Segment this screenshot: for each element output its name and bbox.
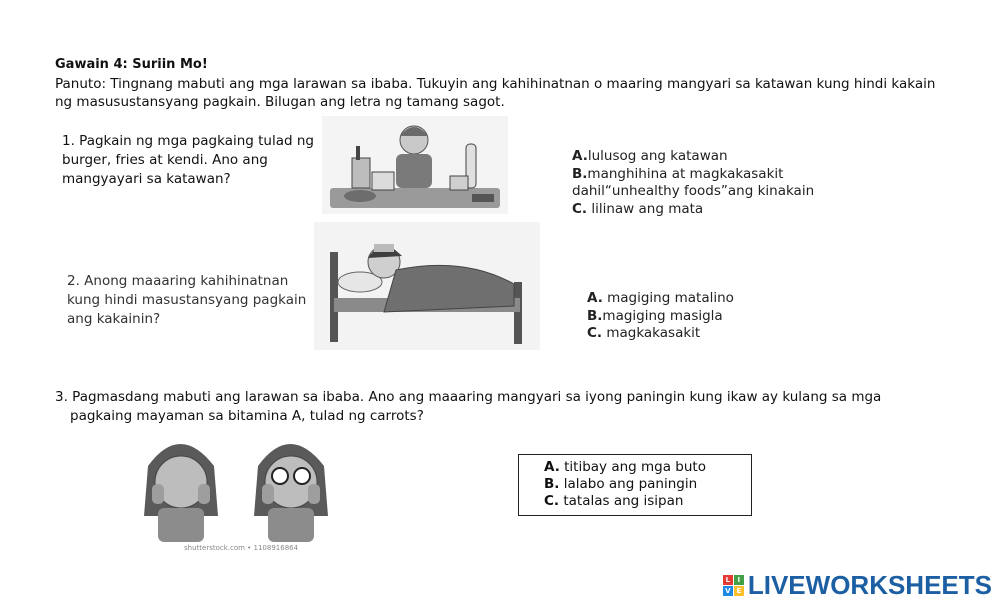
- instructions: Panuto: Tingnang mabuti ang mga larawan sa ibaba. Tukuyin ang kahihinatnan o maaring mangyari sa katawan kung hindi kakain ng masusustansyang pagkain. Bilugan ang letra ng tamang sagot.: [55, 76, 936, 110]
- question-3-line-1: 3. Pagmasdang mabuti ang larawan sa ibaba. Ano ang maaaring mangyari sa iyong paningin kung ikaw ay kulang sa mga: [55, 389, 882, 405]
- question-3: [55, 388, 935, 426]
- girls-eyes-image: [130, 426, 342, 544]
- q1-choice-a[interactable]: A.lulusog ang katawan: [572, 148, 728, 164]
- question-3-line-2: pagkaing mayaman sa bitamina A, tulad ng carrots?: [70, 408, 424, 424]
- junk-food-boy-image: [322, 116, 508, 214]
- q3-choice-b[interactable]: B. lalabo ang paningin: [544, 476, 698, 492]
- q3-choice-c[interactable]: C. tatalas ang isipan: [544, 493, 684, 509]
- activity-title: Gawain 4: Suriin Mo!: [55, 57, 208, 72]
- q1-illustration: [322, 116, 508, 214]
- q2-choices: [587, 290, 787, 343]
- q3-illustration: [130, 426, 342, 544]
- q2-choice-b[interactable]: B.magiging masigla: [587, 307, 723, 324]
- question-2: 2. Anong maaaring kahihinatnan kung hindi masustansyang pagkain ang kakainin?: [67, 273, 307, 327]
- liveworksheets-logo[interactable]: [723, 570, 992, 601]
- q1-choice-b[interactable]: B.manghihina at magkakasakit dahil“unhealthy foods”ang kinakain: [572, 165, 815, 199]
- q3-choice-a[interactable]: A. titibay ang mga buto: [544, 459, 706, 475]
- q2-choice-c[interactable]: C. magkakasakit: [587, 325, 701, 341]
- logo-badge-icon: L I V E: [723, 575, 744, 596]
- q1-choice-c[interactable]: C. lilinaw ang mata: [572, 200, 704, 217]
- q2-illustration: [314, 222, 540, 350]
- q3-choices-box: [518, 454, 752, 516]
- question-1: 1. Pagkain ng mga pagkaing tulad ng burger, fries at kendi. Ano ang mangyayari sa katawan?: [62, 133, 314, 187]
- sick-boy-image: [314, 222, 540, 350]
- q2-choice-a[interactable]: A. magiging matalino: [587, 290, 734, 306]
- stock-watermark: shutterstock.com • 1108916864: [184, 544, 299, 552]
- logo-text: LIVEWORKSHEETS: [747, 570, 992, 600]
- q1-choices: [572, 148, 852, 218]
